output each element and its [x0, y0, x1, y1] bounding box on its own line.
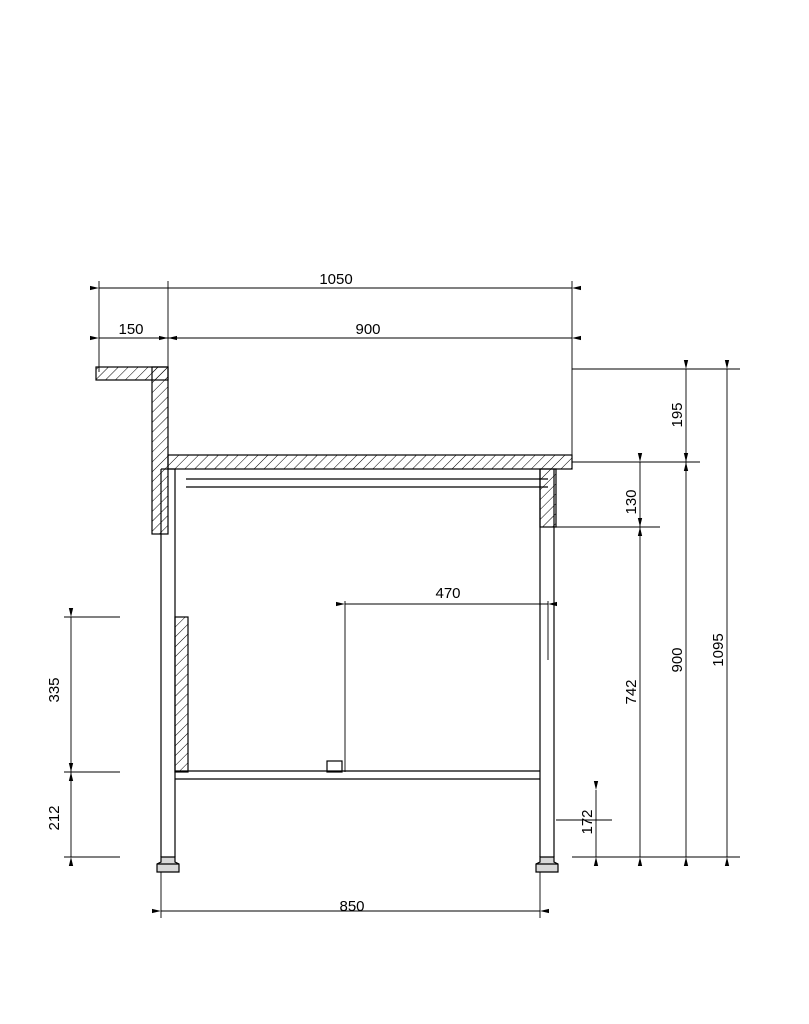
left-vertical-panel — [152, 367, 168, 534]
dim-label-850: 850 — [339, 898, 365, 915]
dim-label-150: 150 — [118, 321, 144, 338]
worktop-slab — [168, 455, 572, 469]
dim-label-130: 130 — [623, 489, 640, 515]
dim-label-195: 195 — [669, 402, 686, 428]
dim-label-900-height: 900 — [669, 647, 686, 673]
dim-label-1095: 1095 — [710, 633, 727, 667]
dim-label-335: 335 — [46, 677, 63, 703]
dim-label-212: 212 — [46, 805, 63, 831]
right-foot — [536, 857, 558, 872]
center-bracket — [327, 761, 342, 772]
left-leg-brace — [175, 617, 188, 772]
apron-rail — [186, 479, 548, 487]
object-geometry — [96, 367, 572, 872]
dim-label-172: 172 — [579, 809, 596, 835]
dim-label-470: 470 — [435, 585, 461, 602]
left-foot — [157, 857, 179, 872]
dim-label-1050: 1050 — [319, 271, 353, 288]
dim-label-900-width: 900 — [355, 321, 381, 338]
dim-label-742: 742 — [623, 679, 640, 705]
lower-shelf-rail — [175, 771, 540, 779]
